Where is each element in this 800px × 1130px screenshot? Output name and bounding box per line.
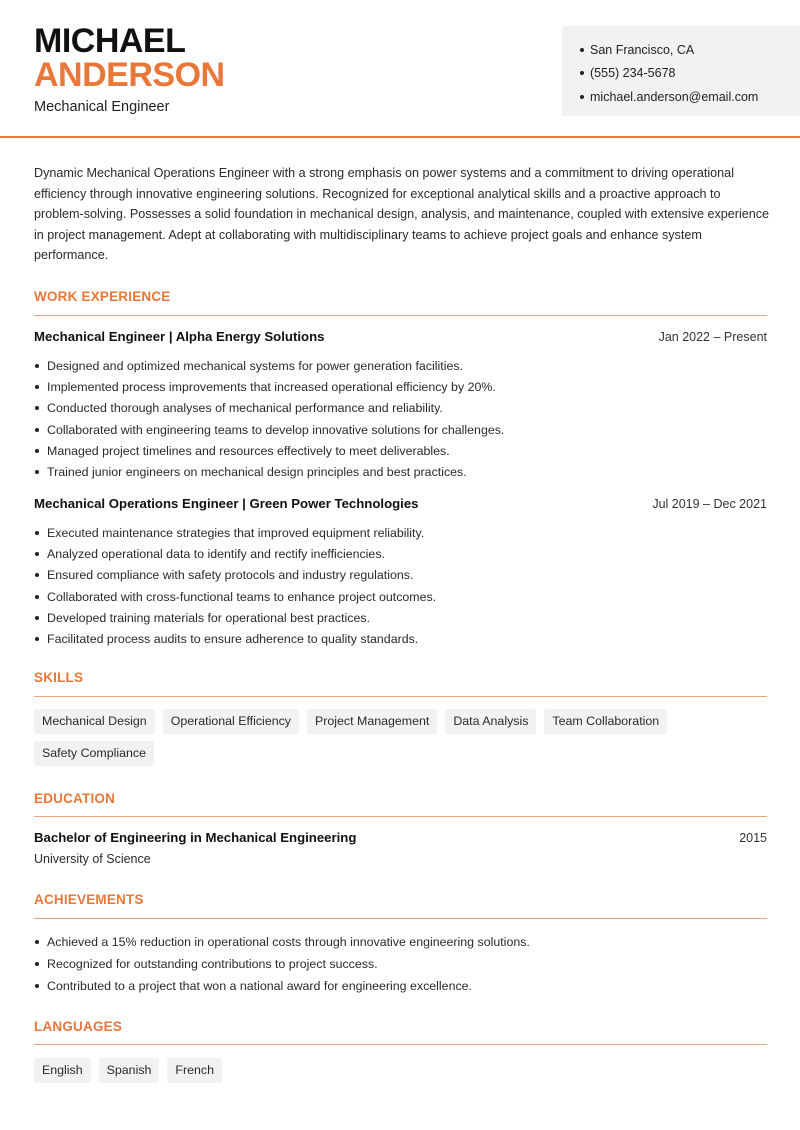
section-divider <box>34 315 767 316</box>
job-bullets <box>34 355 767 483</box>
skill-tag: Project Management <box>307 709 437 734</box>
list-item: Developed training materials for operational best practices. <box>34 607 767 628</box>
language-tag: English <box>34 1058 91 1083</box>
contact-email <box>580 85 800 109</box>
section-title-achievements: ACHIEVEMENTS <box>34 892 144 907</box>
section-divider <box>34 1044 767 1045</box>
job-title: Mechanical Engineer <box>34 99 170 115</box>
job-bullets <box>34 522 767 650</box>
last-name: ANDERSON <box>34 56 225 94</box>
resume-header <box>0 0 800 138</box>
job-title-company: Mechanical Engineer | Alpha Energy Solutions <box>34 329 325 344</box>
language-tag: French <box>167 1058 222 1083</box>
bullet-icon <box>35 406 39 410</box>
language-tags <box>34 1058 774 1083</box>
job-title-company: Mechanical Operations Engineer | Green Power Technologies <box>34 496 419 511</box>
section-title-languages: LANGUAGES <box>34 1019 123 1034</box>
list-item: Trained junior engineers on mechanical design principles and best practices. <box>34 461 767 482</box>
section-title-work: WORK EXPERIENCE <box>34 289 171 304</box>
section-divider <box>34 918 767 919</box>
bullet-icon <box>35 428 39 432</box>
bullet-icon <box>35 637 39 641</box>
list-item: Contributed to a project that won a national award for engineering excellence. <box>34 975 767 997</box>
bullet-icon <box>580 71 584 75</box>
bullet-icon <box>35 552 39 556</box>
contact-phone <box>580 62 800 86</box>
achievements-list <box>34 931 767 997</box>
skill-tag: Team Collaboration <box>544 709 667 734</box>
list-item: Executed maintenance strategies that improved equipment reliability. <box>34 522 767 543</box>
bullet-icon <box>35 573 39 577</box>
contact-box <box>562 26 800 116</box>
graduation-year: 2015 <box>739 831 767 845</box>
job-date: Jul 2019 – Dec 2021 <box>652 497 767 511</box>
section-title-skills: SKILLS <box>34 670 84 685</box>
bullet-icon <box>35 940 39 944</box>
skill-tag: Operational Efficiency <box>163 709 299 734</box>
first-name: MICHAEL <box>34 22 186 60</box>
bullet-icon <box>580 48 584 52</box>
skill-tag: Safety Compliance <box>34 741 154 766</box>
bullet-icon <box>35 531 39 535</box>
skills-tags <box>34 709 774 766</box>
bullet-icon <box>35 595 39 599</box>
list-item: Recognized for outstanding contributions to project success. <box>34 953 767 975</box>
contact-location <box>580 38 800 62</box>
location-text: San Francisco, CA <box>590 42 695 57</box>
bullet-icon <box>35 962 39 966</box>
list-item: Collaborated with cross-functional teams to enhance project outcomes. <box>34 586 767 607</box>
list-item: Conducted thorough analyses of mechanical performance and reliability. <box>34 398 767 419</box>
email-text: michael.anderson@email.com <box>590 89 759 104</box>
degree-title: Bachelor of Engineering in Mechanical Engineering <box>34 830 357 845</box>
section-title-education: EDUCATION <box>34 791 116 806</box>
school-name: University of Science <box>34 852 151 866</box>
language-tag: Spanish <box>99 1058 160 1083</box>
bullet-icon <box>35 616 39 620</box>
list-item: Facilitated process audits to ensure adherence to quality standards. <box>34 628 767 649</box>
list-item: Implemented process improvements that increased operational efficiency by 20%. <box>34 376 767 397</box>
bullet-icon <box>35 449 39 453</box>
job-date: Jan 2022 – Present <box>658 330 767 344</box>
summary-paragraph: Dynamic Mechanical Operations Engineer with a strong emphasis on power systems and a commitment to driving operational efficiency through innovative engineering solutions. Recognized for exceptional analytical skills and a proactive approach to problem-solving. Possesses a solid foundation in mechanical design, analysis, and maintenance, coupled with extensive experience in project management. Adept at collaborating with multidisciplinary teams to achieve project goals and enhance system performance. <box>34 166 770 263</box>
list-item: Ensured compliance with safety protocols and industry regulations. <box>34 565 767 586</box>
section-divider <box>34 816 767 817</box>
job-entry <box>34 496 767 650</box>
bullet-icon <box>35 470 39 474</box>
education-entry <box>34 830 767 866</box>
list-item: Analyzed operational data to identify and rectify inefficiencies. <box>34 543 767 564</box>
skill-tag: Data Analysis <box>445 709 536 734</box>
section-divider <box>34 696 767 697</box>
bullet-icon <box>35 984 39 988</box>
job-entry <box>34 329 767 483</box>
bullet-icon <box>35 385 39 389</box>
list-item: Achieved a 15% reduction in operational costs through innovative engineering solutions. <box>34 931 767 953</box>
list-item: Managed project timelines and resources effectively to meet deliverables. <box>34 440 767 461</box>
list-item: Collaborated with engineering teams to develop innovative solutions for challenges. <box>34 419 767 440</box>
phone-text: (555) 234-5678 <box>590 66 676 81</box>
bullet-icon <box>35 364 39 368</box>
skill-tag: Mechanical Design <box>34 709 155 734</box>
list-item: Designed and optimized mechanical systems for power generation facilities. <box>34 355 767 376</box>
bullet-icon <box>580 95 584 99</box>
